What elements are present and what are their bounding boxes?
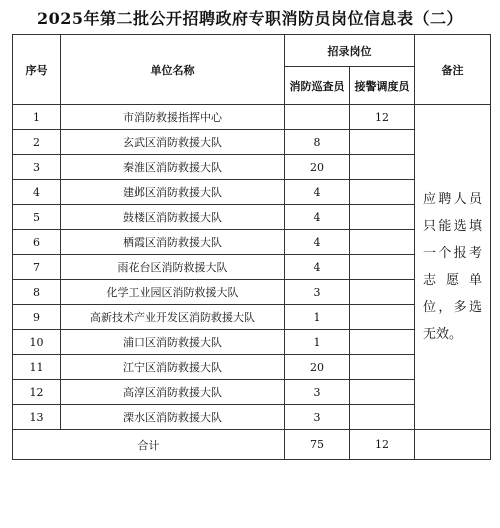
header-patrol: 消防巡查员 [285, 67, 350, 105]
row-dispatch-count [350, 380, 415, 405]
row-unit-name: 江宁区消防救援大队 [61, 355, 285, 380]
row-index: 8 [13, 280, 61, 305]
header-index: 序号 [13, 35, 61, 105]
row-index: 3 [13, 155, 61, 180]
row-index: 9 [13, 305, 61, 330]
row-dispatch-count [350, 205, 415, 230]
row-index: 7 [13, 255, 61, 280]
row-patrol-count: 8 [285, 130, 350, 155]
row-patrol-count: 20 [285, 355, 350, 380]
row-index: 10 [13, 330, 61, 355]
row-unit-name: 溧水区消防救援大队 [61, 405, 285, 430]
table-row [13, 105, 491, 130]
row-index: 12 [13, 380, 61, 405]
row-unit-name: 高淳区消防救援大队 [61, 380, 285, 405]
row-unit-name: 建邺区消防救援大队 [61, 180, 285, 205]
row-dispatch-count [350, 230, 415, 255]
row-dispatch-count [350, 255, 415, 280]
total-row [13, 430, 491, 460]
row-unit-name: 浦口区消防救援大队 [61, 330, 285, 355]
row-patrol-count: 1 [285, 330, 350, 355]
positions-table [12, 34, 491, 460]
total-patrol-count: 75 [285, 430, 350, 460]
row-index: 2 [13, 130, 61, 155]
row-unit-name: 鼓楼区消防救援大队 [61, 205, 285, 230]
row-patrol-count: 4 [285, 180, 350, 205]
row-unit-name: 市消防救援指挥中心 [61, 105, 285, 130]
row-unit-name: 高新技术产业开发区消防救援大队 [61, 305, 285, 330]
row-unit-name: 化学工业园区消防救援大队 [61, 280, 285, 305]
row-dispatch-count [350, 130, 415, 155]
row-patrol-count: 4 [285, 205, 350, 230]
row-patrol-count: 4 [285, 230, 350, 255]
header-dispatch: 接警调度员 [350, 67, 415, 105]
total-remarks [415, 430, 491, 460]
row-index: 6 [13, 230, 61, 255]
row-patrol-count: 3 [285, 280, 350, 305]
header-positions: 招录岗位 [285, 35, 415, 67]
row-index: 11 [13, 355, 61, 380]
header-remarks: 备注 [415, 35, 491, 105]
row-dispatch-count [350, 280, 415, 305]
row-dispatch-count [350, 405, 415, 430]
row-unit-name: 雨花台区消防救援大队 [61, 255, 285, 280]
row-patrol-count: 4 [285, 255, 350, 280]
row-patrol-count [285, 105, 350, 130]
row-dispatch-count [350, 180, 415, 205]
row-patrol-count: 20 [285, 155, 350, 180]
row-index: 5 [13, 205, 61, 230]
row-unit-name: 玄武区消防救援大队 [61, 130, 285, 155]
header-unit-name: 单位名称 [61, 35, 285, 105]
page-title: 2025年第二批公开招聘政府专职消防员岗位信息表（二） [36, 9, 464, 28]
total-label: 合计 [13, 430, 285, 460]
row-dispatch-count [350, 355, 415, 380]
table-body [13, 105, 491, 460]
row-unit-name: 秦淮区消防救援大队 [61, 155, 285, 180]
row-dispatch-count [350, 155, 415, 180]
total-dispatch-count: 12 [350, 430, 415, 460]
row-dispatch-count [350, 305, 415, 330]
row-index: 4 [13, 180, 61, 205]
row-dispatch-count: 12 [350, 105, 415, 130]
remarks-cell: 应聘人员只能选填一个报考志愿单位，多选无效。 [415, 105, 491, 430]
row-patrol-count: 3 [285, 405, 350, 430]
row-index: 1 [13, 105, 61, 130]
row-unit-name: 栖霞区消防救援大队 [61, 230, 285, 255]
row-patrol-count: 1 [285, 305, 350, 330]
row-index: 13 [13, 405, 61, 430]
row-patrol-count: 3 [285, 380, 350, 405]
row-dispatch-count [350, 330, 415, 355]
